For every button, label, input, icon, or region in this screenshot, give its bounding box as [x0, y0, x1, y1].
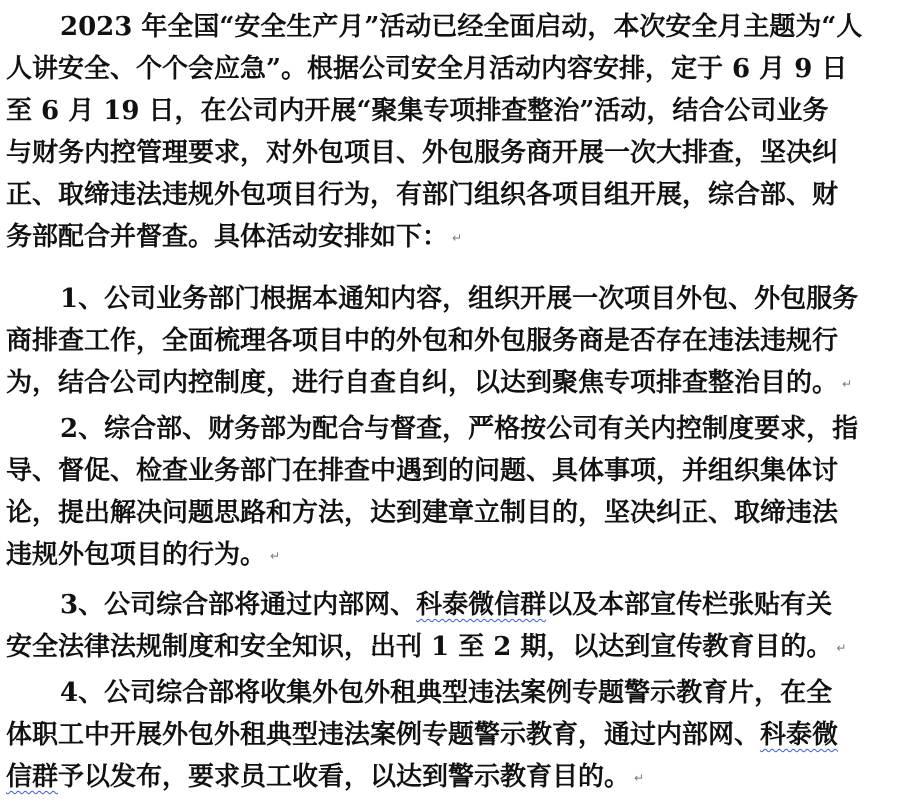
paragraph-intro [6, 6, 896, 258]
text-line: 与财务内控管理要求，对外包项目、外包服务商开展一次大排查，坚决纠 [6, 138, 839, 168]
paragraph-item-1 [6, 278, 896, 404]
paragraph-mark-icon: ↵ [842, 377, 853, 391]
text-line-with-mark [6, 756, 896, 798]
paragraph-mark-icon: ↵ [452, 231, 463, 245]
text-line: 人讲安全、个个会应急”。根据公司安全月活动内容安排，定于 6 月 9 日 [6, 54, 848, 84]
text-line: 为，结合公司内控制度，进行自查自纠，以达到聚焦专项排查整治目的。 [6, 368, 839, 398]
spellcheck-underline: 科泰微信群 [416, 590, 547, 620]
paragraph-item-3 [6, 584, 896, 668]
text-line: 2、综合部、财务部为配合与督查，严格按公司有关内控制度要求，指 [60, 414, 859, 444]
text-line: 3、公司综合部将通过内部网、科泰微信群以及本部宣传栏张贴有关 [60, 590, 833, 620]
text-line: 违规外包项目的行为。 [6, 540, 267, 570]
text-line: 体职工中开展外包外租典型违法案例专题警示教育，通过内部网、科泰微 [6, 720, 839, 750]
text-line-with-mark [6, 362, 896, 404]
text-line: 务部配合并督查。具体活动安排如下： [6, 222, 449, 252]
paragraph-mark-icon: ↵ [634, 771, 645, 785]
text-line-with-mark [6, 626, 896, 668]
text-line: 安全法律法规制度和安全知识，出刊 1 至 2 期，以达到宣传教育目的。 [6, 632, 833, 662]
text-line: 至 6 月 19 日，在公司内开展“聚集专项排查整治”活动，结合公司业务 [6, 96, 829, 126]
spellcheck-underline: 信群 [6, 762, 59, 792]
text-line: 2023 年全国“安全生产月”活动已经全面启动，本次安全月主题为“人 [60, 12, 863, 42]
text-line: 导、督促、检查业务部门在排查中遇到的问题、具体事项，并组织集体讨 [6, 456, 839, 486]
paragraph-mark-icon: ↵ [836, 641, 847, 655]
text-line: 1、公司业务部门根据本通知内容，组织开展一次项目外包、外包服务 [60, 284, 859, 314]
text-line: 商排查工作，全面梳理各项目中的外包和外包服务商是否存在违法违规行 [6, 326, 839, 356]
text-line: 正、取缔违法违规外包项目行为，有部门组织各项目组开展，综合部、财 [6, 180, 839, 210]
paragraph-item-2 [6, 408, 896, 576]
paragraph-mark-icon: ↵ [270, 549, 281, 563]
spellcheck-underline: 科泰微 [760, 720, 839, 750]
text-line-with-mark [6, 534, 896, 576]
text-line-with-mark [6, 216, 896, 258]
text-line: 信群予以发布，要求员工收看，以达到警示教育目的。 [6, 762, 631, 792]
paragraph-item-4 [6, 672, 896, 798]
text-line: 4、公司综合部将收集外包外租典型违法案例专题警示教育片，在全 [60, 678, 833, 708]
text-line: 论，提出解决问题思路和方法，达到建章立制目的，坚决纠正、取缔违法 [6, 498, 839, 528]
